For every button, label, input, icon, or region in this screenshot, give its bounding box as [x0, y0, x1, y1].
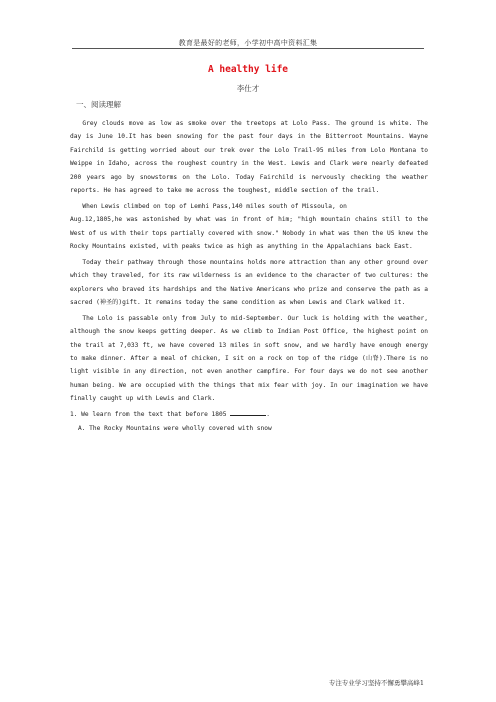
page-footer: 专注专业学习坚持不懈勇攀高峰1: [328, 679, 424, 687]
section-heading: 一、阅读理解: [76, 100, 121, 109]
question-1-text: 1. We learn from the text that before 1805: [70, 411, 227, 419]
author-name: 李仕才: [236, 84, 260, 93]
paragraph-2: When Lewis climbed on top of Lemhi Pass,140 miles south of Missoula, on: [82, 202, 347, 210]
paragraph-2-cont: Aug.12,1805,he was astonished by what was in front of him; "high mountain chains still to the West of us with their tops partially covered with snow." Nobody in what was then the US knew the Rocky Mountains existed, with peaks twice as high as anything in the Appalachians back East.: [70, 216, 428, 251]
question-1: [70, 408, 428, 421]
paragraph-4: The Lolo is passable only from July to mid-September. Our luck is holding with the weather, although the snow keeps getting deeper. As we climb to Indian Post Office, the highest point on the trail at 7,033 ft, we have covered 13 miles in soft snow, and we hardly have enough energy to make dinner. After a meal of chicken, I sit on a rock on top of the ridge (山脊).There is no light visible in any direction, not even another campfire. For four days we do not see another human being. We are occupied with the things that mix fear with joy. In our imagination we have finally caught up with Lewis and Clark.: [70, 314, 428, 403]
reading-passage: [70, 117, 428, 435]
question-1-end: .: [266, 411, 270, 419]
header-divider: [72, 48, 424, 49]
answer-blank[interactable]: [230, 409, 266, 416]
paragraph-1: Grey clouds move as low as smoke over the treetops at Lolo Pass. The ground is white. The day is June 10.It has been snowing for the past four days in the Bitterroot Mountains. Wayne Fairchild is getting worried about our trek over the Lolo Trail-95 miles from Lolo Montana to Weippe in Idaho, across the roughest country in the West. Lewis and Clark were nearly defeated 200 years ago by snowstorms on the Lolo. Today Fairchild is nervously checking the weather reports. He has agreed to take me across the toughest, middle section of the trail.: [70, 120, 428, 195]
document-title: A healthy life: [207, 64, 289, 75]
option-a[interactable]: A. The Rocky Mountains were wholly covered with snow: [78, 424, 272, 432]
page-header: 教育是最好的老师，小学初中高中资料汇集: [178, 39, 318, 47]
paragraph-3: Today their pathway through those mountains holds more attraction than any other ground over which they traveled, for its raw wilderness is an evidence to the character of two cultures: the explorers who braved its hardships and the Native Americans who prize and conserve the path as a sacred (神圣的)gift. It remains today the same condition as when Lewis and Clark walked it.: [70, 258, 428, 307]
